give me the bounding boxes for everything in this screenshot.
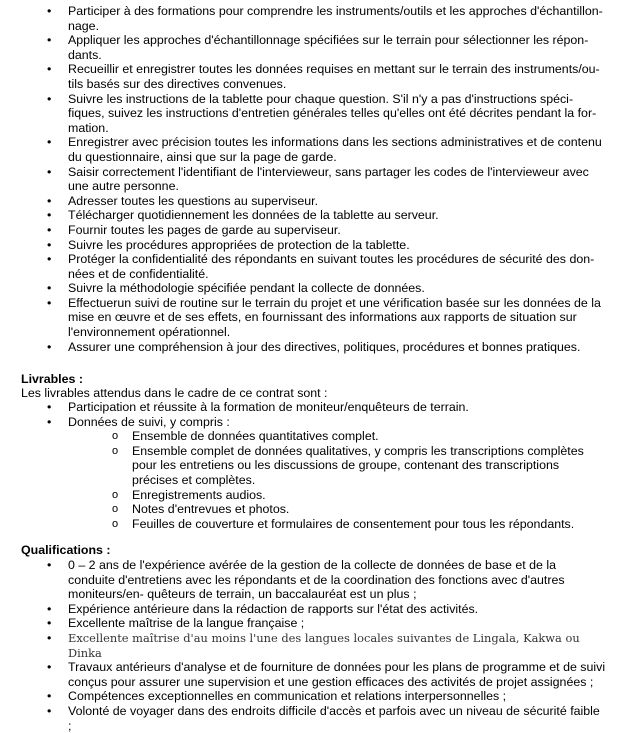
list-item <box>0 340 620 355</box>
list-item-text: Compétences exceptionnelles en communication et relations interpersonnelles ; <box>68 689 507 704</box>
list-item <box>0 223 620 238</box>
list-item-text: Travaux antérieurs d'analyse et de fourniture de données pour les plans de programme et de suivi conçus pour assurer une supervision et une gestion efficaces des activités de projet assignées ; <box>68 660 606 689</box>
list-item <box>0 92 620 136</box>
list-item-text: Données de suivi, y compris : <box>68 414 230 429</box>
list-item <box>0 281 620 296</box>
list-item-text: Suivre les procédures appropriées de protection de la tablette. <box>68 237 410 252</box>
bullet-icon: • <box>47 400 52 414</box>
list-item-text: Expérience antérieure dans la rédaction de rapports sur l'état des activités. <box>68 601 479 616</box>
bullet-icon: • <box>47 4 52 18</box>
bullet-icon: • <box>47 237 52 252</box>
bullet-icon: • <box>47 616 52 631</box>
list-item-text: Participation et réussite à la formation de moniteur/enquêteurs de terrain. <box>68 400 469 414</box>
bullet-icon: o <box>112 444 119 457</box>
list-item-text: Enregistrer avec précision toutes les informations dans les sections administratives et de contenu du questionnaire, ainsi que sur la page de garde. <box>68 135 602 164</box>
bullet-icon: • <box>47 164 52 179</box>
list-item-text: Saisir correctement l'identifiant de l'intervieweur, sans partager les codes de l'intervieweur avec une autre personne. <box>68 164 589 194</box>
list-item <box>0 660 620 689</box>
list-item-text: Excellente maîtrise de la langue française ; <box>68 616 305 631</box>
qualifications-list <box>0 558 620 733</box>
list-item-text: 0 – 2 ans de l'expérience avérée de la gestion de la collecte de données de base et de la conduite d'entretiens avec les répondants et de la coordination des fonctions avec d'autres moniteurs/en- quêteurs de terrain, un baccalauréat est un plus ; <box>68 558 565 602</box>
list-item <box>0 194 620 209</box>
list-item-text: Notes d'entrevues et photos. <box>132 502 290 517</box>
bullet-icon: • <box>47 193 52 208</box>
list-item <box>0 704 620 733</box>
bullet-icon: • <box>47 33 52 48</box>
list-item-text: Suivre la méthodologie spécifiée pendant la collecte de données. <box>68 281 425 296</box>
list-item <box>0 208 620 223</box>
list-item-text: Effectuerun suivi de routine sur le terrain du projet et une vérification basée sur les données de la mise en œuvre et de ses effets, en fournissant des informations aux rapports de situation sur l'environnement opérationnel. <box>68 295 601 340</box>
list-item <box>0 296 620 340</box>
list-item-text: Recueillir et enregistrer toutes les données requises en mettant sur le terrain des instruments/ou- tils basés sur des directives convenues. <box>68 62 600 91</box>
bullet-icon: o <box>112 430 119 443</box>
list-item <box>0 558 620 602</box>
list-item-text: Enregistrements audios. <box>132 487 266 502</box>
list-item-text: Protéger la confidentialité des répondants en suivant toutes les procédures de sécurité des don- nées et de confidentialité. <box>68 252 595 281</box>
bullet-icon: • <box>47 252 52 267</box>
list-item <box>0 33 620 62</box>
list-item <box>0 488 620 503</box>
bullet-icon: o <box>112 517 119 530</box>
list-item-text: Fournir toutes les pages de garde au superviseur. <box>68 222 341 237</box>
bullet-icon: • <box>47 222 52 237</box>
qualifications-title: Qualifications : <box>21 543 111 557</box>
task-list <box>0 4 620 354</box>
bullet-icon: • <box>47 414 52 429</box>
list-item <box>0 616 620 631</box>
list-item <box>0 415 620 532</box>
list-item <box>0 165 620 194</box>
bullet-icon: o <box>112 503 119 516</box>
list-item-text: Ensemble complet de données qualitatives, y compris les transcriptions complètes pour les entretiens ou les discussions de groupe, contenant des transcriptions précises et complètes. <box>132 443 584 487</box>
list-item-text: Ensemble de données quantitatives complet. <box>132 429 379 444</box>
list-item-text: Télécharger quotidiennement les données de la tablette au serveur. <box>68 208 439 223</box>
bullet-icon: • <box>47 281 52 296</box>
list-item <box>0 602 620 617</box>
list-item <box>0 4 620 33</box>
bullet-icon: • <box>47 91 52 106</box>
list-item <box>0 400 620 415</box>
bullet-icon: • <box>47 208 52 223</box>
list-item <box>0 502 620 517</box>
list-item-text: Appliquer les approches d'échantillonnage spécifiées sur le terrain pour sélectionner les répon- dants. <box>68 33 589 62</box>
list-item-text: Excellente maîtrise d'au moins l'une des langues locales suivantes de Lingala, Kakwa ou Dinka <box>68 630 580 660</box>
list-item <box>0 631 620 660</box>
list-item <box>0 135 620 164</box>
list-item-text: Participer à des formations pour comprendre les instruments/outils et les approches d'échantillon- nage. <box>68 4 603 33</box>
bullet-icon: • <box>47 703 52 718</box>
deliverables-intro: Les livrables attendus dans le cadre de ce contrat sont : <box>21 386 328 400</box>
list-item <box>0 238 620 253</box>
list-item <box>0 517 620 532</box>
list-item <box>0 62 620 91</box>
bullet-icon: • <box>47 135 52 150</box>
bullet-icon: • <box>47 62 52 77</box>
bullet-icon: • <box>47 558 52 572</box>
list-item-text: Suivre les instructions de la tablette pour chaque question. S'il n'y a pas d'instructions spéci- fiques, suivez les instructions d'entretien générales telles qu'elles ont été décrites pendant la for- mation. <box>68 91 597 135</box>
list-item <box>0 429 620 444</box>
bullet-icon: • <box>47 660 52 675</box>
list-item-text: Adresser toutes les questions au superviseur. <box>68 193 319 208</box>
list-item-text: Volonté de voyager dans des endroits difficile d'accès et parfois avec un niveau de sécurité faible ; <box>68 703 600 733</box>
bullet-icon: • <box>47 295 52 310</box>
bullet-icon: o <box>112 488 119 501</box>
bullet-icon: • <box>47 601 52 616</box>
list-item-text: Feuilles de couverture et formulaires de consentement pour tous les répondants. <box>132 516 575 531</box>
list-item-text: Assurer une compréhension à jour des directives, politiques, procédures et bonnes pratiques. <box>68 339 581 354</box>
list-item <box>0 689 620 704</box>
deliverables-list <box>0 400 620 531</box>
bullet-icon: • <box>47 689 52 704</box>
bullet-icon: • <box>47 339 52 354</box>
bullet-icon: • <box>47 630 52 645</box>
list-item <box>0 444 620 488</box>
deliverables-title: Livrables : <box>21 372 83 386</box>
sub-list <box>0 429 620 531</box>
list-item <box>0 252 620 281</box>
